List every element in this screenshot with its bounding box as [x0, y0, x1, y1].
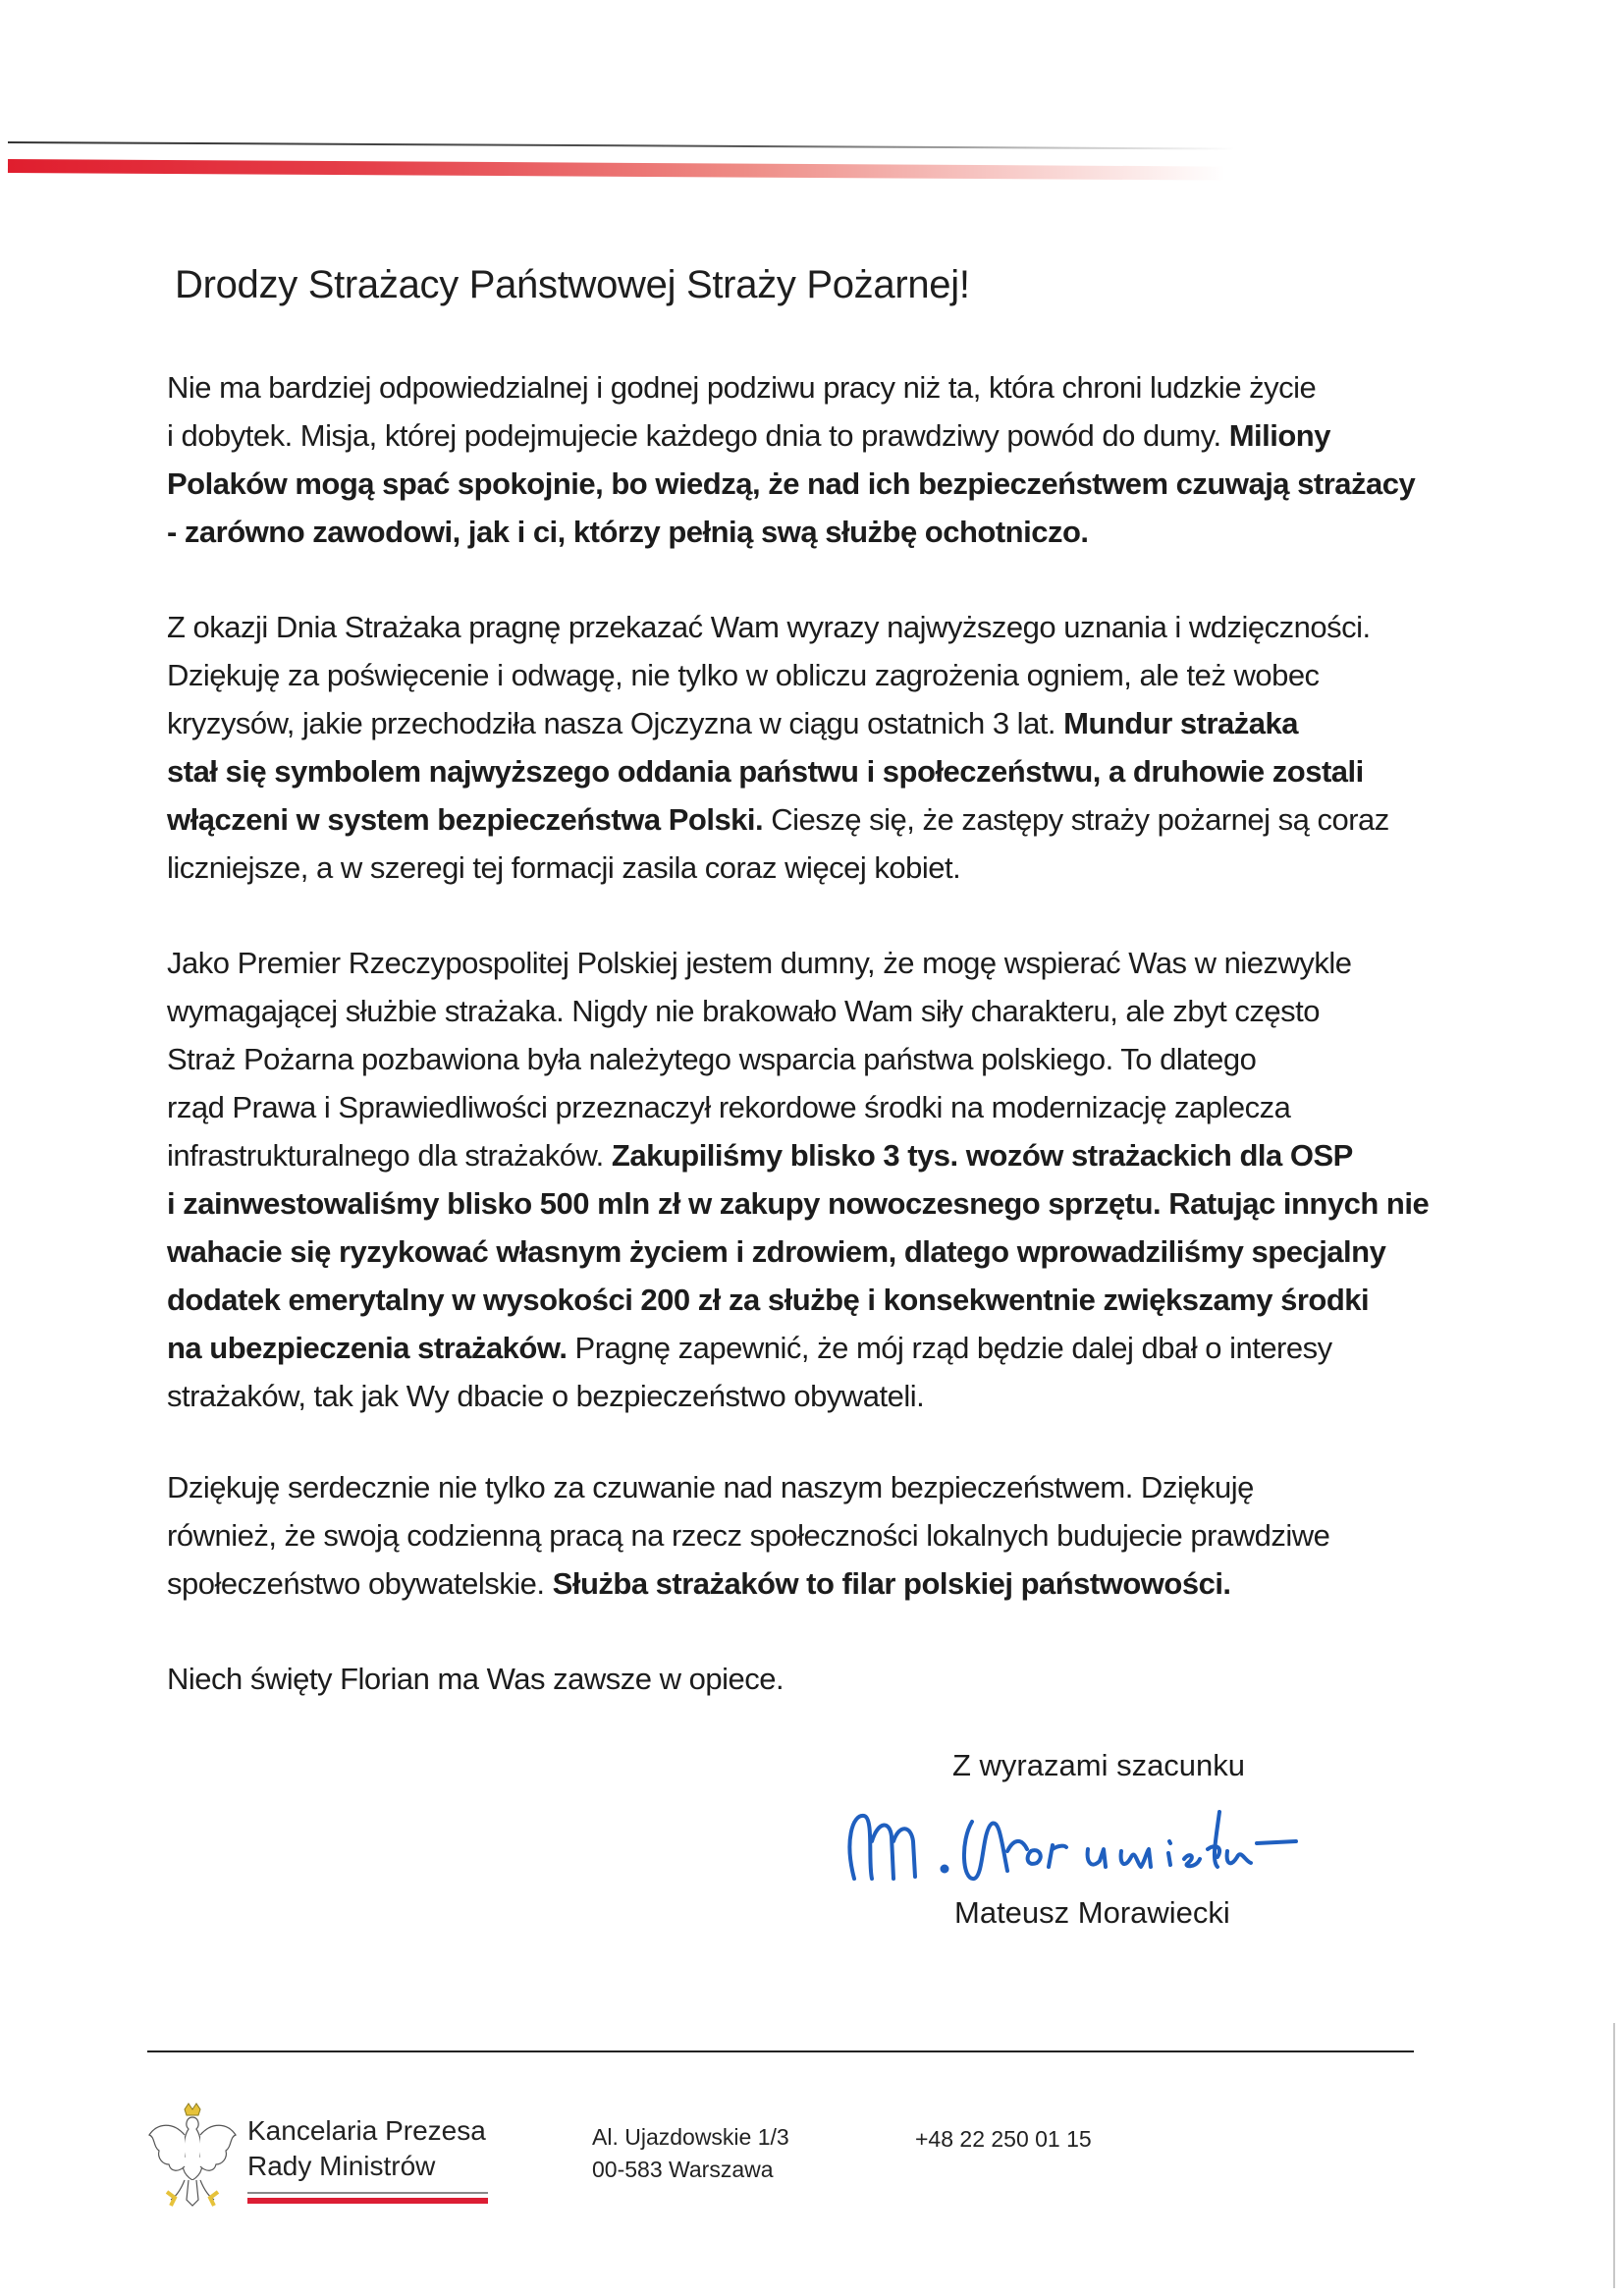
text-line	[167, 747, 1443, 795]
paragraph-1	[167, 363, 1443, 556]
address	[592, 2121, 789, 2186]
text-line	[167, 1228, 1443, 1276]
text-line	[167, 411, 1443, 460]
text-line	[167, 1324, 1443, 1372]
text-line	[167, 1179, 1443, 1228]
bold-text: Zakupiliśmy blisko 3 tys. wozów strażackich dla OSP	[611, 1138, 1353, 1173]
phone-number: +48 22 250 01 15	[915, 2126, 1092, 2152]
text-line	[167, 987, 1443, 1035]
org-line-2: Rady Ministrów	[247, 2151, 436, 2181]
text-run: kryzysów, jakie przechodziła nasza Ojczyzna w ciągu ostatnich 3 lat.	[167, 706, 1064, 740]
text-line	[167, 1131, 1443, 1179]
bold-text: Polaków mogą spać spokojnie, bo wiedzą, że nad ich bezpieczeństwem czuwają strażacy	[167, 466, 1416, 501]
text-line	[167, 603, 1443, 651]
text-line	[167, 460, 1443, 508]
text-run: również, że swoją codzienną pracą na rzecz społeczności lokalnych budujecie prawdziwe	[167, 1518, 1330, 1553]
signer-name: Mateusz Morawiecki	[954, 1895, 1230, 1930]
text-run: Dziękuję za poświęcenie i odwagę, nie tylko w obliczu zagrożenia ogniem, ale też wobec	[167, 658, 1320, 692]
footer-rule	[147, 2050, 1414, 2052]
org-line-1: Kancelaria Prezesa	[247, 2115, 486, 2146]
address-line-2: 00-583 Warszawa	[592, 2157, 774, 2182]
text-line	[167, 363, 1443, 411]
text-line	[167, 699, 1443, 747]
text-run: Straż Pożarna pozbawiona była należytego wsparcia państwa polskiego. To dlatego	[167, 1042, 1257, 1076]
paragraph-2	[167, 603, 1443, 892]
signature-icon	[835, 1802, 1384, 1895]
text-run: Nie ma bardziej odpowiedzialnej i godnej podziwu pracy niż ta, która chroni ludzkie życie	[167, 370, 1317, 405]
bold-text: Mundur strażaka	[1063, 706, 1298, 740]
text-run: i dobytek. Misja, której podejmujecie każdego dnia to prawdziwy powód do dumy.	[167, 418, 1229, 453]
closing-phrase: Z wyrazami szacunku	[952, 1748, 1246, 1782]
text-line	[167, 1559, 1443, 1608]
text-line	[167, 1276, 1443, 1324]
bold-text: wahacie się ryzykować własnym życiem i zdrowiem, dlatego wprowadziliśmy specjalny	[167, 1234, 1386, 1269]
scan-edge	[1613, 2023, 1615, 2288]
bold-text: na ubezpieczenia strażaków.	[167, 1331, 568, 1365]
text-line	[167, 508, 1443, 556]
bold-text: Miliony	[1228, 418, 1330, 453]
text-line	[167, 844, 1443, 892]
bold-text: i zainwestowaliśmy blisko 500 mln zł w zakupy nowoczesnego sprzętu. Ratując innych nie	[167, 1186, 1430, 1221]
text-run: rząd Prawa i Sprawiedliwości przeznaczył rekordowe środki na modernizację zaplecza	[167, 1090, 1291, 1124]
text-run: Cieszę się, że zastępy straży pożarnej są coraz	[763, 802, 1389, 837]
text-run: strażaków, tak jak Wy dbacie o bezpieczeństwo obywateli.	[167, 1379, 925, 1413]
letterhead-red-bar	[8, 159, 1225, 181]
bold-text: dodatek emerytalny w wysokości 200 zł za służbę i konsekwentnie zwiększamy środki	[167, 1283, 1370, 1317]
text-line	[167, 1372, 1443, 1420]
bold-text: włączeni w system bezpieczeństwa Polski.	[167, 802, 764, 837]
text-line	[167, 1035, 1443, 1083]
text-line	[167, 1463, 1443, 1511]
paragraph-5	[167, 1655, 1443, 1703]
text-run: wymagającej służbie strażaka. Nigdy nie brakowało Wam siły charakteru, ale zbyt często	[167, 994, 1320, 1028]
bold-text: Służba strażaków to filar polskiej państwowości.	[552, 1566, 1231, 1601]
text-line	[167, 1511, 1443, 1559]
address-line-1: Al. Ujazdowskie 1/3	[592, 2124, 789, 2150]
text-run: infrastrukturalnego dla strażaków.	[167, 1138, 612, 1173]
text-run: Dziękuję serdecznie nie tylko za czuwanie nad naszym bezpieczeństwem. Dziękuję	[167, 1470, 1254, 1504]
paragraph-3	[167, 939, 1443, 1420]
text-line	[167, 795, 1443, 844]
text-run: Z okazji Dnia Strażaka pragnę przekazać Wam wyrazy najwyższego uznania i wdzięczności.	[167, 610, 1371, 644]
text-line	[167, 651, 1443, 699]
text-line	[167, 1655, 1443, 1703]
text-line	[167, 1083, 1443, 1131]
text-run: Niech święty Florian ma Was zawsze w opiece.	[167, 1662, 784, 1696]
text-run: Pragnę zapewnić, że mój rząd będzie dalej dbał o interesy	[567, 1331, 1332, 1365]
text-run: społeczeństwo obywatelskie.	[167, 1566, 553, 1601]
flag-stripe-white	[247, 2192, 488, 2194]
polish-eagle-emblem-icon	[145, 2102, 240, 2210]
bold-text: stał się symbolem najwyższego oddania państwu i społeczeństwu, a druhowie zostali	[167, 754, 1364, 789]
salutation: Drodzy Strażacy Państwowej Straży Pożarnej!	[175, 263, 970, 306]
text-run: liczniejsze, a w szeregi tej formacji zasila coraz więcej kobiet.	[167, 850, 961, 885]
flag-stripe-red	[247, 2198, 488, 2204]
text-line	[167, 939, 1443, 987]
paragraph-4	[167, 1463, 1443, 1608]
bold-text: - zarówno zawodowi, jak i ci, którzy pełnią swą służbę ochotniczo.	[167, 515, 1089, 549]
text-run: Jako Premier Rzeczypospolitej Polskiej jestem dumny, że mogę wspierać Was w niezwykle	[167, 946, 1352, 980]
letterhead-rule	[8, 141, 1235, 150]
organization-name	[247, 2113, 486, 2184]
